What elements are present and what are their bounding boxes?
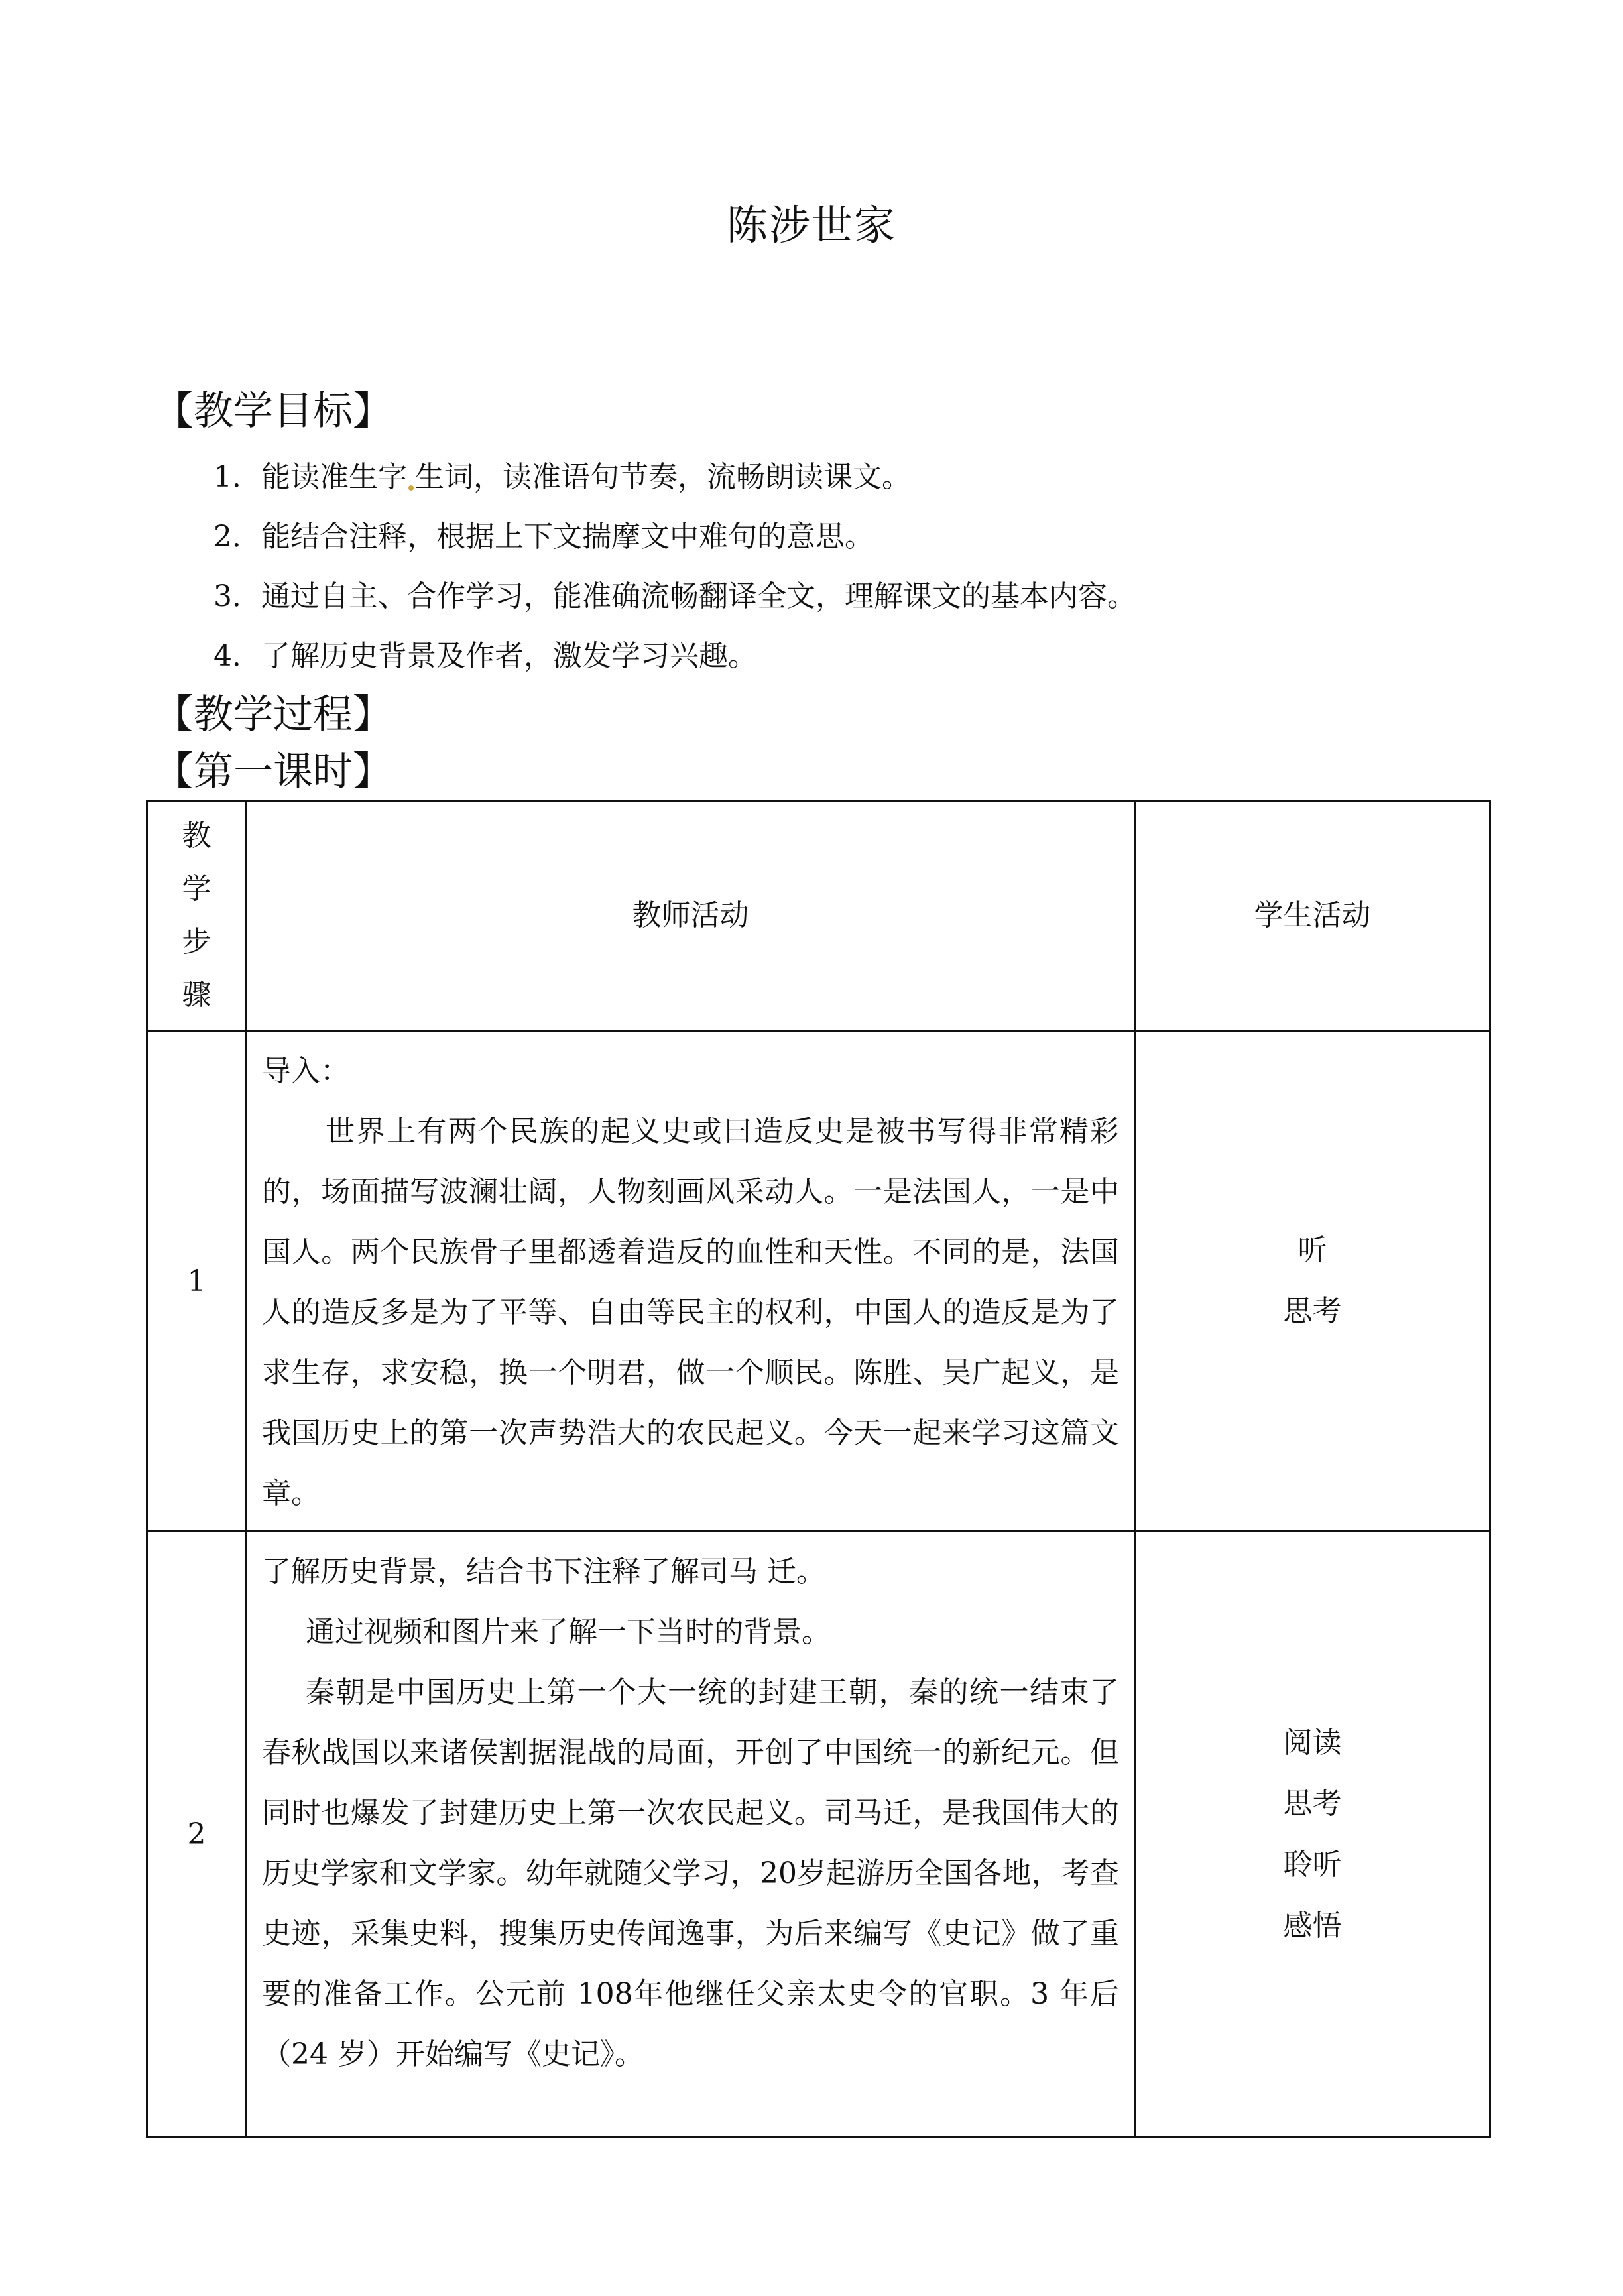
teacher-paragraph: 秦朝是中国历史上第一个大一统的封建王朝，秦的统一结束了春秋战国以来诸侯割据混战的局面，开创了中国统一的新纪元。但同时也爆发了封建历史上第一次农民起义。司马迁，是我国伟大的历史学家和文学家。幼年就随父学习，20岁起游历全国各地，考查史迹，采集史料，搜集历史传闻逸事，为后来编写《史记》做了重要的准备工作。公元前 108年他继任父亲太史令的官职。3 年后（24 岁）开始编写《史记》。 <box>262 1675 1119 2071</box>
student-activity-item: 思考 <box>1283 1786 1342 1821</box>
lesson-plan-table <box>146 800 1491 2138</box>
objective-item-3 <box>213 577 1136 617</box>
student-activity-item: 阅读 <box>1283 1725 1342 1760</box>
student-activity-item: 听 <box>1297 1233 1327 1267</box>
objective-item-4 <box>213 636 757 676</box>
table-row <box>147 1532 1490 2138</box>
objective-item-1 <box>213 457 911 497</box>
objective-number: 1． <box>213 460 261 494</box>
objective-item-2 <box>213 517 874 557</box>
table-row <box>147 1031 1490 1532</box>
page-title: 陈涉世家 <box>726 201 896 249</box>
objective-text: 通过自主、合作学习，能准确流畅翻译全文，理解课文的基本内容。 <box>261 579 1136 613</box>
process-heading: 【教学过程】 <box>154 692 392 738</box>
objective-text: 能结合注释，根据上下文揣摩文中难句的意思。 <box>261 520 874 554</box>
teacher-activity <box>247 1031 1135 1532</box>
lesson-heading: 【第一课时】 <box>154 749 392 795</box>
teacher-line: 了解历史背景，结合书下注释了解司马 迁。 <box>262 1555 825 1589</box>
student-activity-item: 感悟 <box>1283 1908 1342 1943</box>
teacher-activity <box>247 1532 1135 2138</box>
teacher-line: 通过视频和图片来了解一下当时的背景。 <box>306 1615 831 1649</box>
table-header-row <box>147 801 1490 1031</box>
student-activity <box>1135 1031 1490 1532</box>
step-number: 2 <box>147 1532 247 2138</box>
objective-number: 2． <box>213 520 261 554</box>
student-activity-item: 聆听 <box>1283 1847 1342 1882</box>
objective-text-part: 生词，读准语句节奏，流畅朗读课文。 <box>415 460 911 494</box>
objective-number: 4． <box>213 639 261 673</box>
emphasis-dot-icon <box>408 485 414 491</box>
objective-text: 了解历史背景及作者，激发学习兴趣。 <box>261 639 757 673</box>
student-activity-item: 思考 <box>1283 1294 1342 1328</box>
student-activity <box>1135 1532 1490 2138</box>
objectives-heading: 【教学目标】 <box>154 388 392 434</box>
header-student: 学生活动 <box>1135 801 1490 1031</box>
header-step: 教学步骤 <box>147 801 247 1031</box>
teacher-paragraph: 世界上有两个民族的起义史或曰造反史是被书写得非常精彩的，场面描写波澜壮阔，人物刻画风采动人。一是法国人，一是中国人。两个民族骨子里都透着造反的血性和天性。不同的是，法国人的造反多是为了平等、自由等民主的权利，中国人的造反是为了求生存，求安稳，换一个明君，做一个顺民。陈胜、吴广起义，是我国历史上的第一次声势浩大的农民起义。今天一起来学习这篇文章。 <box>262 1115 1119 1510</box>
teacher-intro: 导入： <box>262 1054 349 1088</box>
header-teacher: 教师活动 <box>247 801 1135 1031</box>
step-number: 1 <box>147 1031 247 1532</box>
objective-number: 3． <box>213 579 261 613</box>
objective-text-part: 能读准生字 <box>261 460 407 494</box>
